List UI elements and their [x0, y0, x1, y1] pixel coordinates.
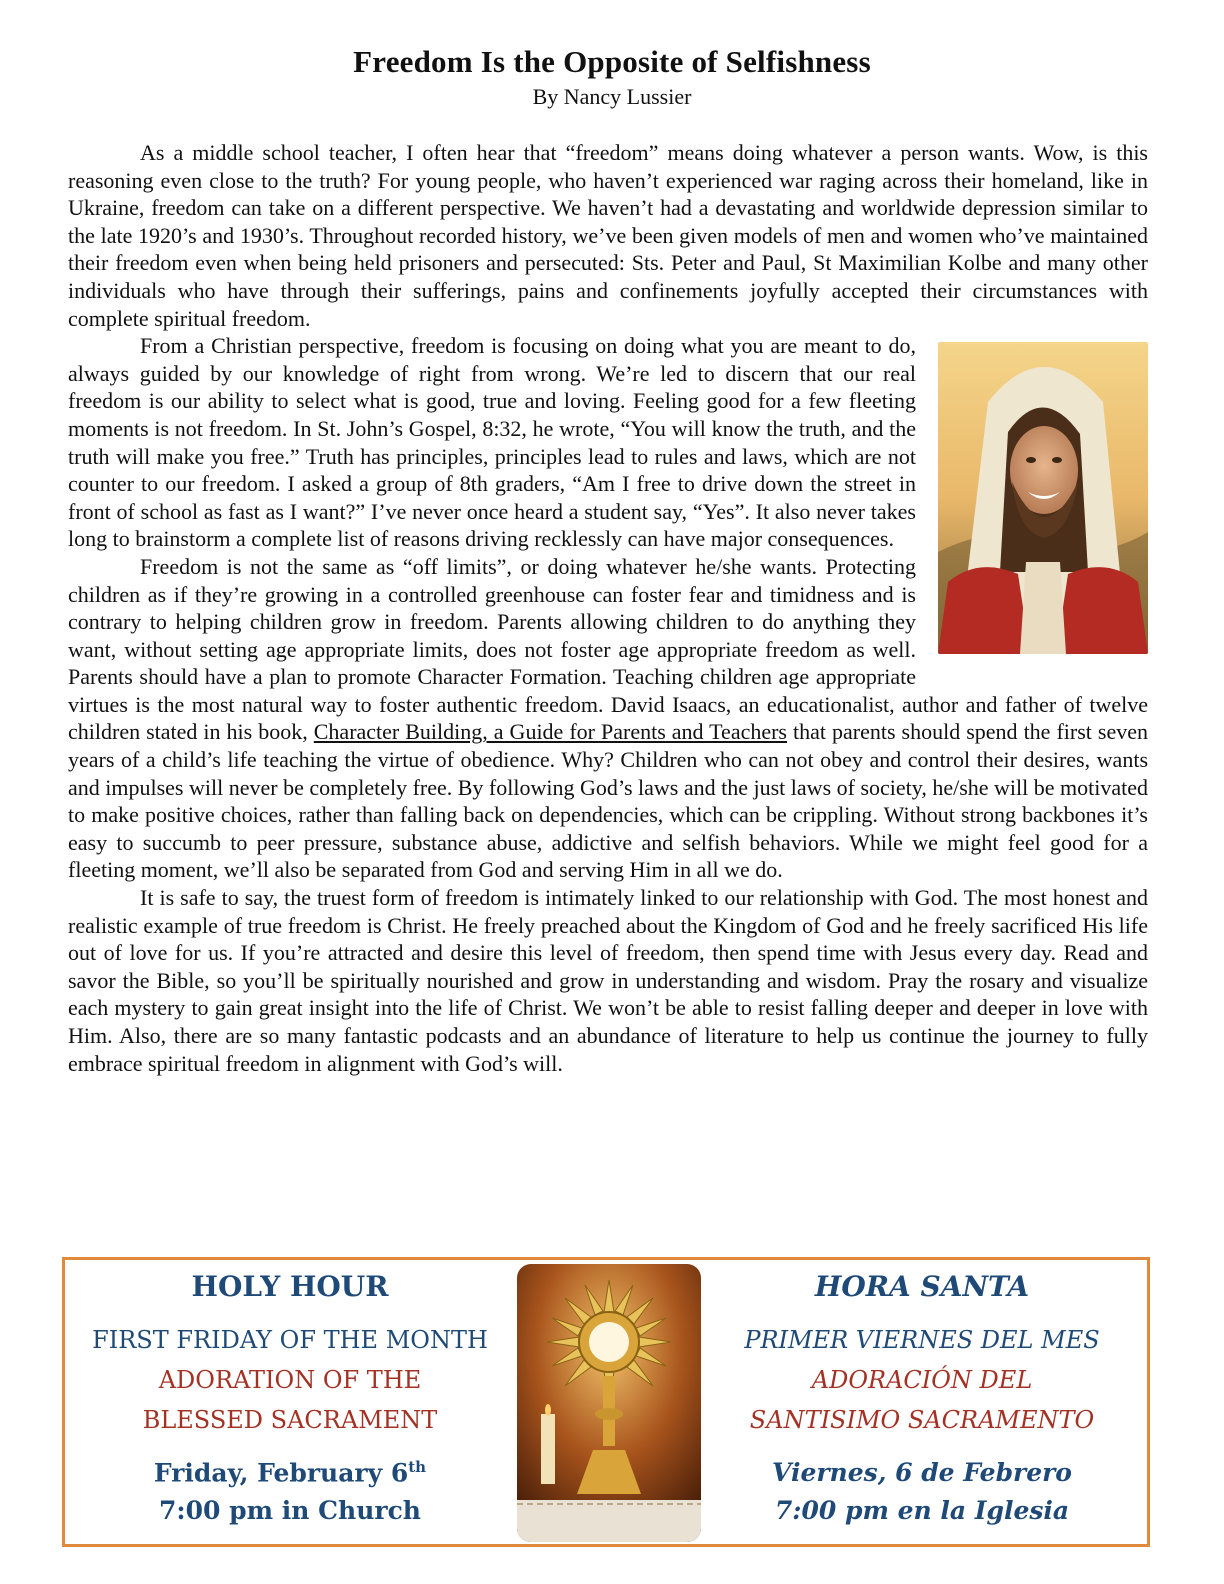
holy-hour-date-text: Friday, February 6 [153, 1458, 409, 1488]
holy-hour-adoration: ADORATION OF THE [158, 1366, 422, 1394]
hora-santa-sacramento: SANTISIMO SACRAMENTO [749, 1406, 1095, 1434]
holy-hour-heading: HOLY HOUR [191, 1270, 389, 1303]
jesus-portrait-illustration [938, 342, 1148, 654]
holy-hour-date [65, 1458, 515, 1487]
article-byline: By Nancy Lussier [532, 84, 692, 109]
hora-santa-primer-viernes: PRIMER VIERNES DEL MES [744, 1326, 1100, 1354]
article-body [68, 139, 1148, 1077]
holy-hour-time: 7:00 pm in Church [159, 1496, 421, 1525]
hora-santa-heading: HORA SANTA [814, 1270, 1030, 1303]
holy-hour-date-suffix: th [408, 1458, 427, 1476]
article-title: Freedom Is the Opposite of Selfishness [353, 44, 871, 79]
holy-hour-sacrament: BLESSED SACRAMENT [142, 1406, 438, 1434]
holy-hour-announcement [62, 1257, 1150, 1547]
paragraph-3-text-b: that parents should spend the first seven years of a child’s life teaching the virtue of obedience. Why? Children who can not obey and control their desires, wants and impulses will never be completely free. By following God’s laws and the just laws of society, he/she will be motivated to make positive choices, rather than falling back on dependencies, which can be crippling. Without strong backbones it’s easy to succumb to peer pressure, substance abuse, addictive and selfish behaviors. While we might feel good for a fleeting moment, we’ll also be separated from God and serving Him in all we do. [68, 719, 1149, 883]
book-title: Character Building, a Guide for Parents and Teachers [313, 719, 787, 745]
jesus-portrait-image [938, 342, 1148, 654]
article-paragraph-1: As a middle school teacher, I often hear that “freedom” means doing whatever a person wants. Wow, is this reasoning even close to the truth? For young people, who haven’t experienced war raging across their homeland, like in Ukraine, freedom can take on a different perspective. We haven’t had a devastating and worldwide depression similar to the late 1920’s and 1930’s. Throughout recorded history, we’ve been given models of men and women who’ve maintained their freedom even when being held prisoners and persecuted: Sts. Peter and Paul, St Maximilian Kolbe and many other individuals who have through their sufferings, pains and confinements joyfully accepted their circumstances with complete spiritual freedom. [68, 140, 1148, 331]
hora-santa-adoracion: ADORACIÓN DEL [811, 1366, 1033, 1394]
monstrance-image [517, 1264, 701, 1542]
article-paragraph-4: It is safe to say, the truest form of freedom is intimately linked to our relationship with God. The most honest and realistic example of true freedom is Christ. He freely preached about the Kingdom of God and he freely sacrificed His life out of love for us. If you’re attracted and desire this level of freedom, then spend time with Jesus every day. Read and savor the Bible, so you’ll be spiritually nourished and grow in understanding and wisdom. Pray the rosary and visualize each mystery to gain great insight into the life of Christ. We won’t be able to resist falling deeper and deeper in love with Him. Also, there are so many fantastic podcasts and an abundance of literature to help us continue the journey to fully embrace spiritual freedom in alignment with God’s will. [68, 885, 1148, 1076]
hora-santa-date: Viernes, 6 de Febrero [772, 1458, 1072, 1487]
holy-hour-first-friday: FIRST FRIDAY OF THE MONTH [92, 1326, 488, 1354]
hora-santa-time: 7:00 pm en la Iglesia [774, 1496, 1070, 1525]
article-paragraph-2: From a Christian perspective, freedom is focusing on doing what you are meant to do, always guided by our knowledge of right from wrong. We’re led to discern that our real freedom is our ability to select what is good, true and loving. Feeling good for a few fleeting moments is not freedom. In St. John’s Gospel, 8:32, he wrote, “You will know the truth, and the truth will make you free.” Truth has principles, principles lead to rules and laws, which are not counter to our freedom. I asked a group of 8th graders, “Am I free to drive down the street in front of school as fast as I want?” I’ve never once heard a student say, “Yes”. It also never takes long to brainstorm a complete list of reasons driving recklessly can have major consequences. [68, 333, 916, 552]
monstrance-illustration [517, 1264, 701, 1542]
paragraph-3-text-a: Freedom is not the same as “off limits”, or doing whatever he/she wants. Protecting children as if they’re growing in a controlled greenhouse can foster fear and timidness and is contrary to helping children grow in freedom. Parents allowing children to do anything they want, without setting age appropriate limits, does not foster age appropriate freedom as well. Parents should have a plan to promote Character Formation. Teaching children age appropriate virtues is the most natural way to foster authentic freedom. David Isaacs, an educationalist, author and father of twelve children stated in his book, [68, 553, 1148, 745]
